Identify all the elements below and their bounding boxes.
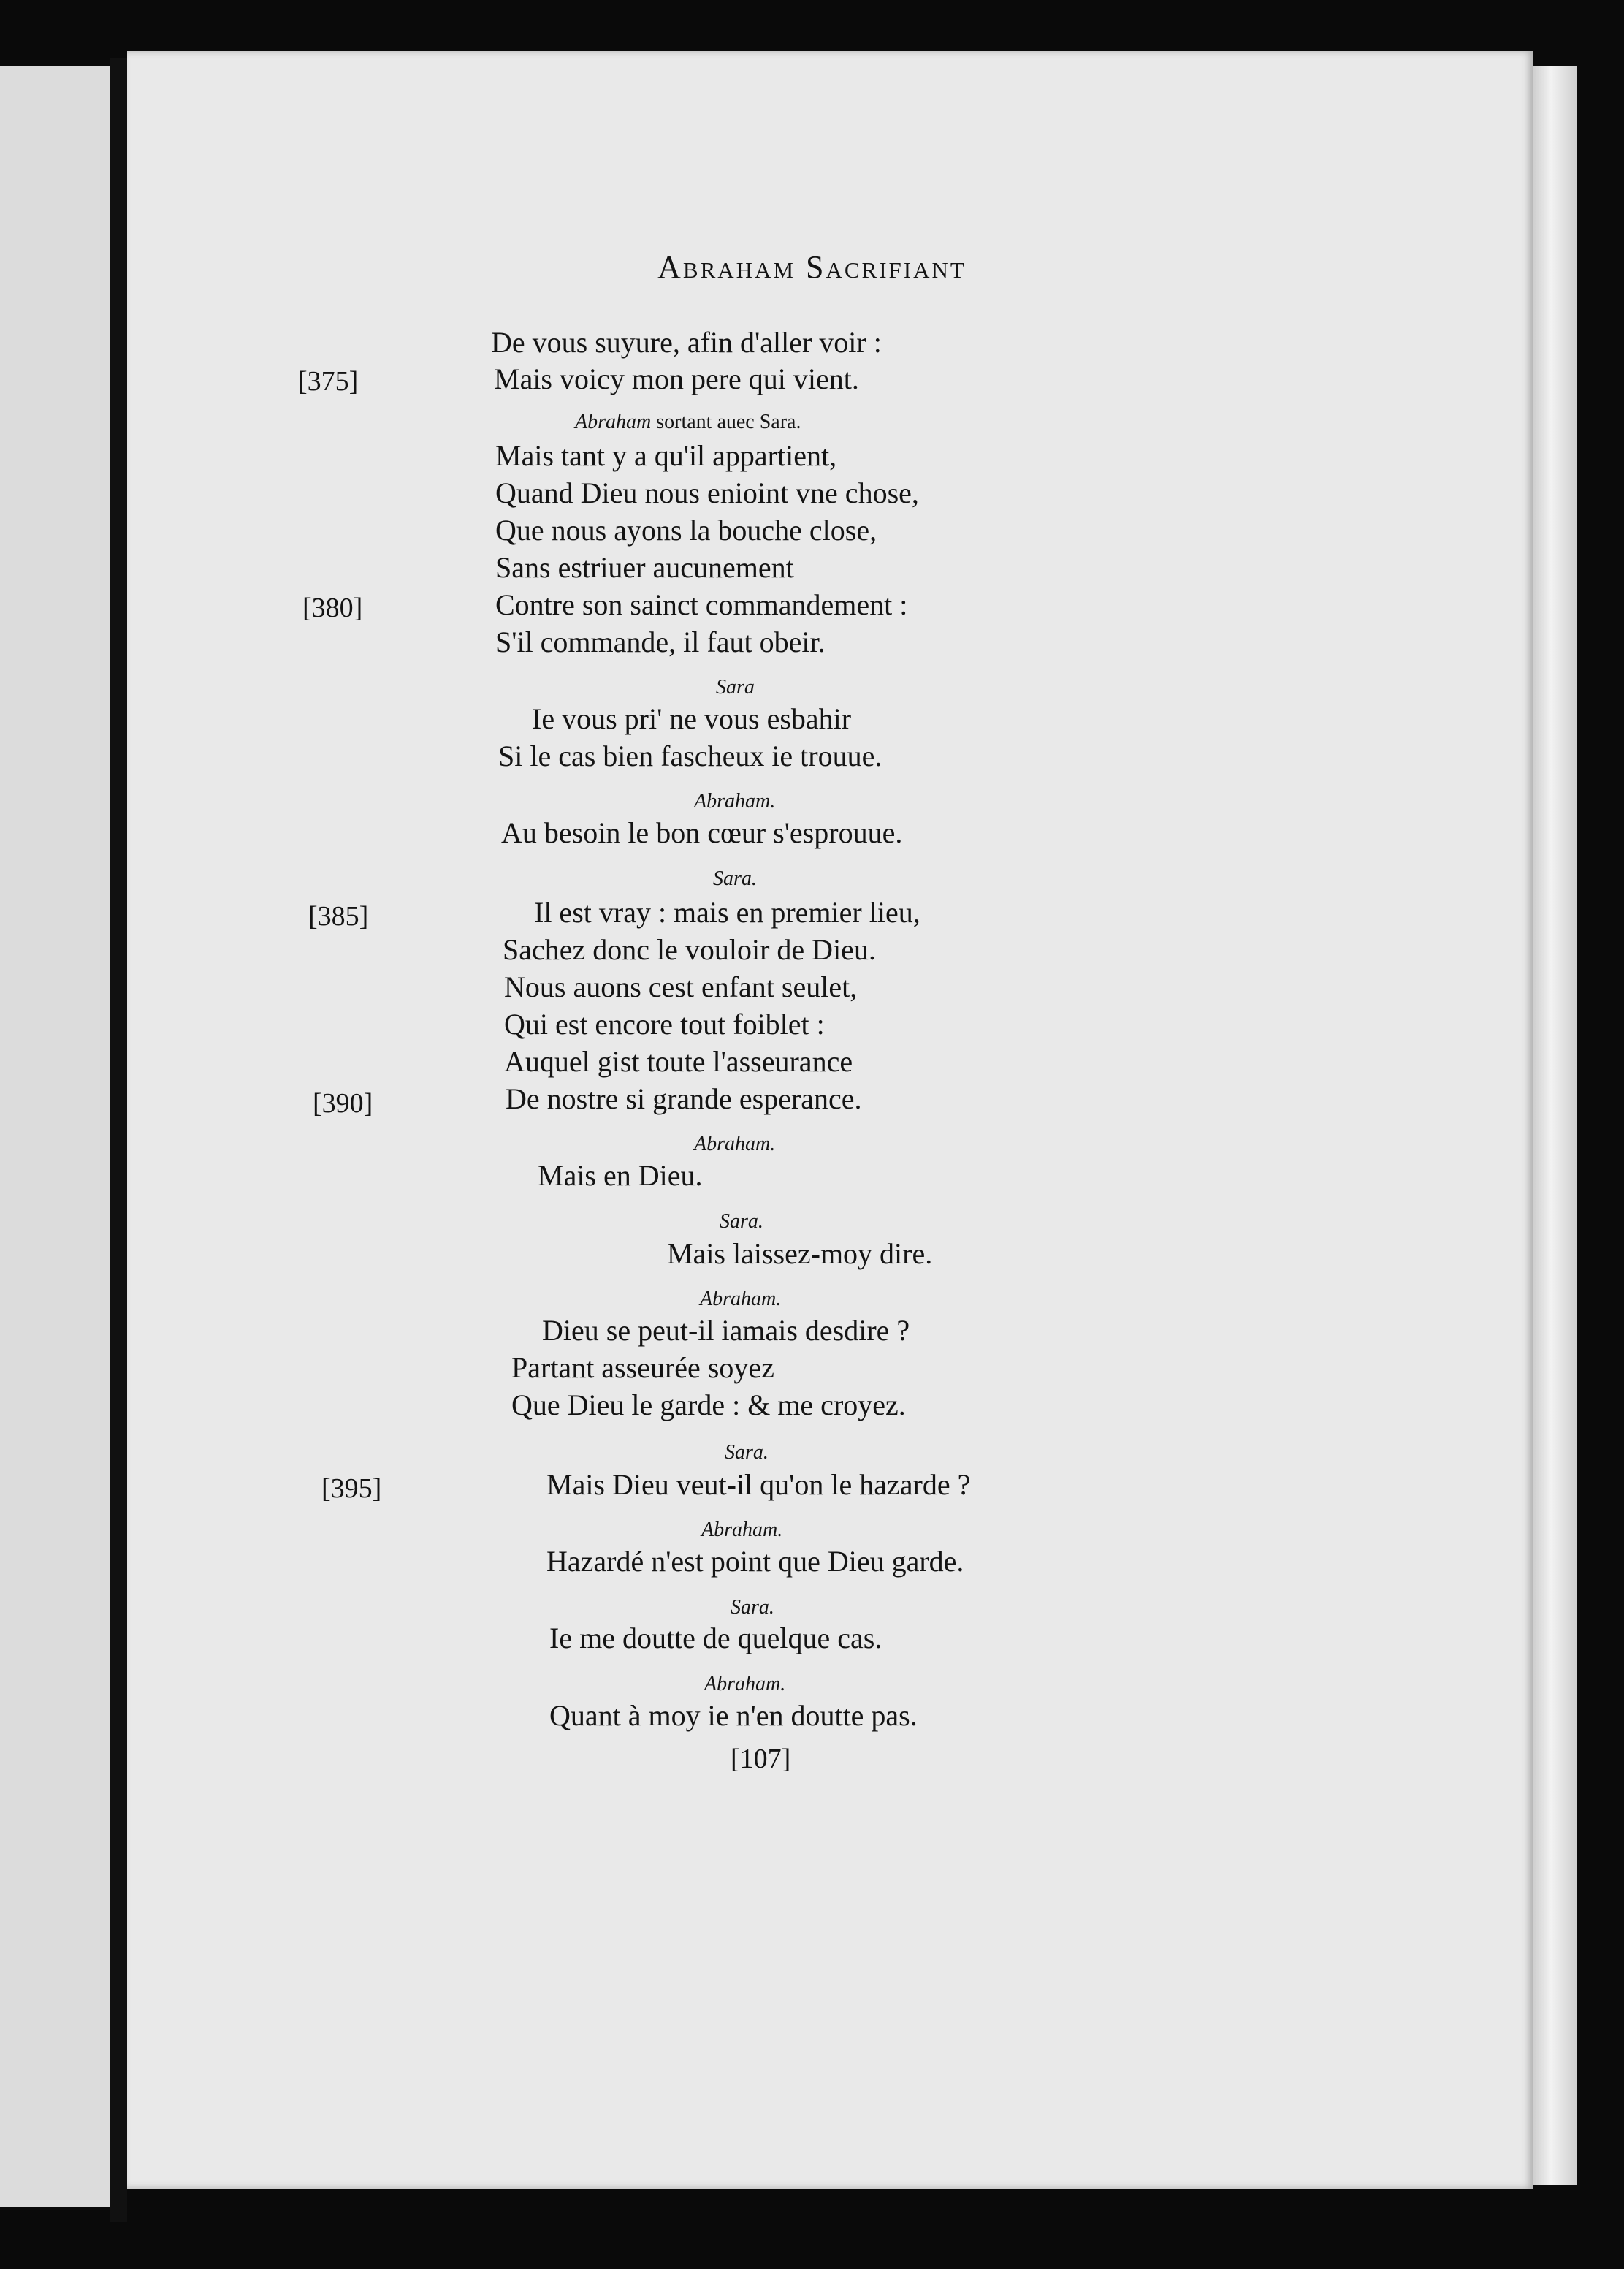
verse-line: Nous auons cest enfant seulet, xyxy=(504,970,858,1003)
stage-direction: sortant auec Sara. xyxy=(651,411,801,433)
verse-line: Il est vray : mais en premier lieu, xyxy=(534,896,920,929)
speaker-name: Sara. xyxy=(725,1441,769,1464)
line-number: [375] xyxy=(298,366,359,397)
verse-line: Partant asseurée soyez xyxy=(511,1351,774,1384)
verse-line: Qui est encore tout foiblet : xyxy=(504,1008,825,1041)
verse-line: Mais tant y a qu'il appartient, xyxy=(495,439,837,472)
verse-line: Au besoin le bon cœur s'esprouue. xyxy=(501,816,903,849)
speaker-label xyxy=(700,1288,781,1311)
speaker-label xyxy=(720,1210,763,1234)
speaker-name: Abraham. xyxy=(694,1133,776,1155)
speaker-name: Abraham. xyxy=(704,1673,786,1695)
verse-line: Hazardé n'est point que Dieu garde. xyxy=(546,1545,964,1578)
verse-line: Que nous ayons la bouche close, xyxy=(495,514,877,547)
speaker-name: Sara. xyxy=(731,1596,774,1619)
speaker-label xyxy=(731,1596,774,1619)
verse-line: Mais laissez-moy dire. xyxy=(667,1237,933,1270)
verse-line: Mais voicy mon pere qui vient. xyxy=(494,362,859,395)
verse-line: Mais en Dieu. xyxy=(538,1159,703,1192)
verse-line: Si le cas bien fascheux ie trouue. xyxy=(498,740,882,772)
line-number: [380] xyxy=(302,593,363,623)
running-title: Abraham Sacrifiant xyxy=(657,249,967,285)
verse-line: Auquel gist toute l'asseurance xyxy=(504,1045,853,1078)
verse-line: Contre son sainct commandement : xyxy=(495,588,908,621)
speaker-name: Sara. xyxy=(713,867,757,890)
speaker-name: Abraham xyxy=(575,411,652,433)
verse-line: De vous suyure, afin d'aller voir : xyxy=(491,326,882,359)
speaker-label xyxy=(701,1519,782,1542)
verse-line: Dieu se peut-il iamais desdire ? xyxy=(542,1314,910,1347)
line-number: [385] xyxy=(308,901,369,932)
speaker-label xyxy=(694,1133,775,1156)
speaker-label xyxy=(716,676,755,699)
speaker-label xyxy=(713,867,757,891)
verse-line: Ie vous pri' ne vous esbahir xyxy=(532,702,852,735)
page-edge-stack xyxy=(1533,66,1577,2185)
verse-line: Quand Dieu nous enioint vne chose, xyxy=(495,476,919,509)
book-gutter xyxy=(110,58,127,2222)
speaker-label xyxy=(704,1673,785,1696)
speaker-label xyxy=(725,1441,769,1464)
verse-line: S'il commande, il faut obeir. xyxy=(495,626,826,658)
speaker-name: Sara. xyxy=(720,1210,763,1233)
verse-line: Sans estriuer aucunement xyxy=(495,551,794,584)
verse-line: Quant à moy ie n'en doutte pas. xyxy=(549,1699,918,1732)
verse-line: Que Dieu le garde : & me croyez. xyxy=(511,1388,906,1421)
verse-line: Ie me doutte de quelque cas. xyxy=(549,1622,882,1654)
facing-page-edge xyxy=(0,66,110,2207)
speaker-label xyxy=(694,790,775,813)
verse-line: Sachez donc le vouloir de Dieu. xyxy=(503,933,876,966)
verse-line: Mais Dieu veut-il qu'on le hazarde ? xyxy=(546,1468,971,1501)
speaker-name: Sara xyxy=(716,676,755,699)
speaker-label xyxy=(575,411,801,434)
speaker-name: Abraham. xyxy=(694,790,776,813)
verse-line: De nostre si grande esperance. xyxy=(506,1082,862,1115)
line-number: [395] xyxy=(321,1473,382,1504)
line-number: [390] xyxy=(313,1088,373,1119)
page-number: [107] xyxy=(731,1744,791,1774)
speaker-name: Abraham. xyxy=(701,1519,783,1541)
speaker-name: Abraham. xyxy=(700,1288,782,1310)
